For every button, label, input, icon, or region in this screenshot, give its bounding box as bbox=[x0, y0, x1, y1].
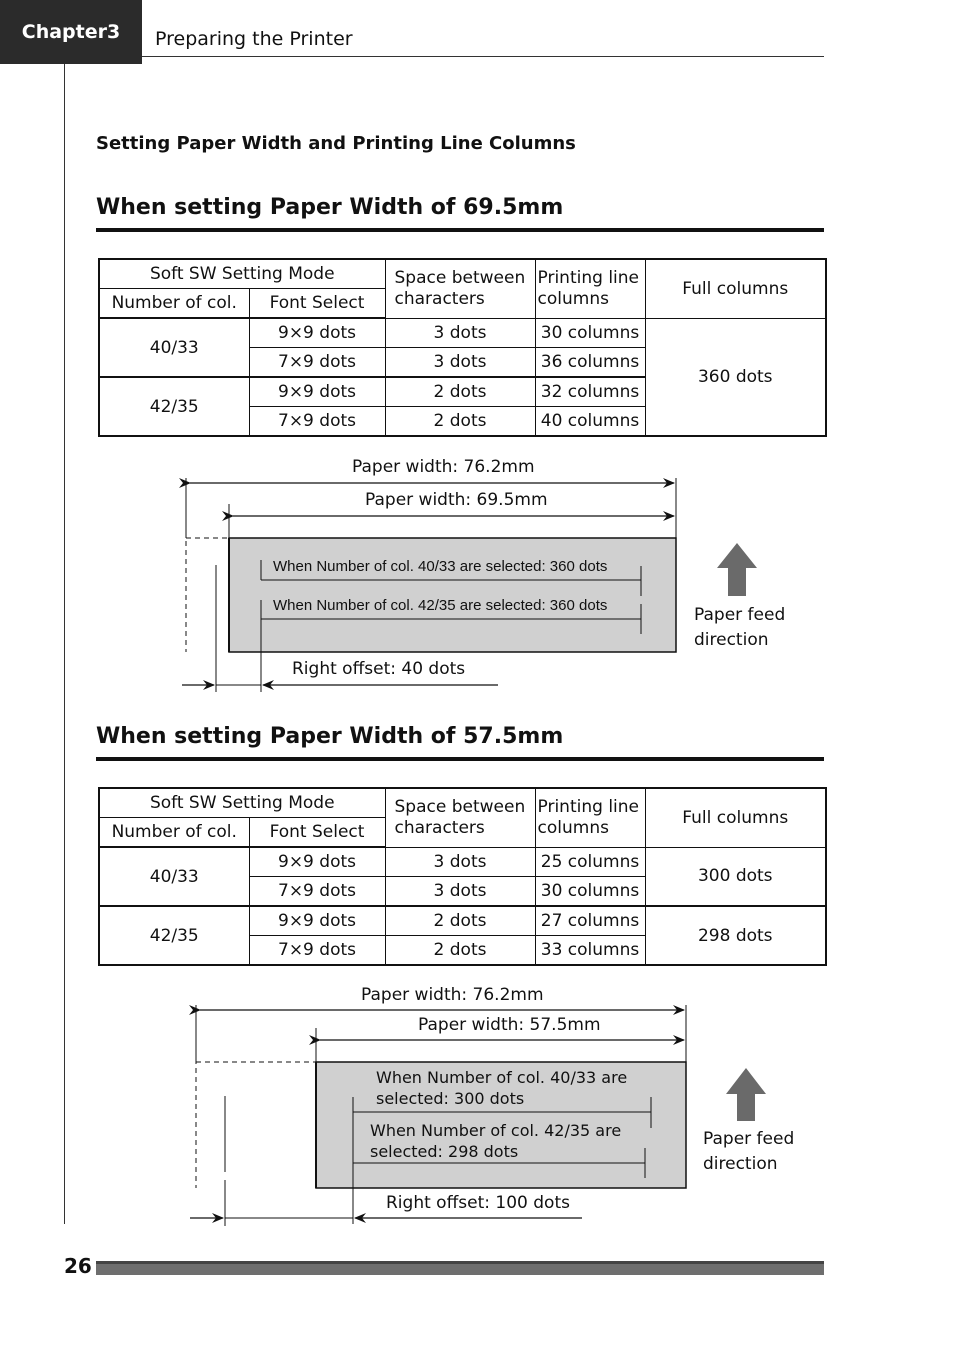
footer-bar bbox=[96, 1261, 824, 1275]
table-cell-number: 42/35 bbox=[99, 377, 249, 436]
table-header-printing: Printing line columns bbox=[535, 788, 645, 847]
paper-feed-arrow-icon bbox=[726, 1068, 766, 1121]
table-cell-full: 360 dots bbox=[645, 318, 826, 436]
table-cell-number: 40/33 bbox=[99, 847, 249, 906]
table-cell-columns: 30 columns bbox=[535, 877, 645, 907]
table-cell-font: 7×9 dots bbox=[249, 936, 385, 966]
note-col-40-33: When Number of col. 40/33 are selected: 300 dots bbox=[376, 1068, 628, 1108]
table-cell-columns: 30 columns bbox=[535, 318, 645, 348]
table-cell-font: 9×9 dots bbox=[249, 906, 385, 936]
table-header-full: Full columns bbox=[645, 259, 826, 318]
table-cell-number: 42/35 bbox=[99, 906, 249, 965]
table-cell-columns: 27 columns bbox=[535, 906, 645, 936]
table-cell-columns: 36 columns bbox=[535, 348, 645, 378]
table-cell-space: 3 dots bbox=[385, 318, 535, 348]
section-heading-69-5: When setting Paper Width of 69.5mm bbox=[96, 195, 564, 220]
sub-heading: Setting Paper Width and Printing Line Columns bbox=[96, 133, 576, 154]
table-cell-font: 9×9 dots bbox=[249, 847, 385, 877]
table-header-printing: Printing line columns bbox=[535, 259, 645, 318]
note-col-42-35: When Number of col. 42/35 are selected: 360 dots bbox=[273, 597, 608, 614]
label-paper-feed: Paper feed direction bbox=[694, 605, 786, 650]
note-col-42-35: When Number of col. 42/35 are selected: 298 dots bbox=[370, 1121, 622, 1161]
table-cell-number: 40/33 bbox=[99, 318, 249, 377]
table-cell-full: 298 dots bbox=[645, 906, 826, 965]
label-right-offset: Right offset: 100 dots bbox=[386, 1193, 570, 1213]
label-paper-outer: Paper width: 76.2mm bbox=[352, 457, 535, 477]
table-cell-space: 3 dots bbox=[385, 847, 535, 877]
section-heading-57-5: When setting Paper Width of 57.5mm bbox=[96, 724, 564, 749]
table-cell-columns: 32 columns bbox=[535, 377, 645, 407]
table-cell-columns: 25 columns bbox=[535, 847, 645, 877]
table-header-number: Number of col. bbox=[99, 289, 249, 319]
table-cell-space: 2 dots bbox=[385, 906, 535, 936]
table-header-full: Full columns bbox=[645, 788, 826, 847]
table-header-space: Space between characters bbox=[385, 259, 535, 318]
label-paper-inner: Paper width: 57.5mm bbox=[418, 1015, 601, 1035]
table-header-number: Number of col. bbox=[99, 818, 249, 848]
label-right-offset: Right offset: 40 dots bbox=[292, 659, 466, 679]
table-cell-space: 3 dots bbox=[385, 877, 535, 907]
table-cell-columns: 33 columns bbox=[535, 936, 645, 966]
table-cell-space: 2 dots bbox=[385, 377, 535, 407]
label-paper-feed: Paper feed direction bbox=[703, 1129, 795, 1174]
table-header-space: Space between characters bbox=[385, 788, 535, 847]
table-header-soft-sw: Soft SW Setting Mode bbox=[99, 259, 385, 289]
table-cell-columns: 40 columns bbox=[535, 407, 645, 437]
table-header-font: Font Select bbox=[249, 289, 385, 319]
label-paper-outer: Paper width: 76.2mm bbox=[361, 985, 544, 1005]
table-cell-font: 9×9 dots bbox=[249, 377, 385, 407]
running-header-title: Preparing the Printer bbox=[155, 28, 353, 50]
table-cell-space: 2 dots bbox=[385, 936, 535, 966]
table-cell-space: 2 dots bbox=[385, 407, 535, 437]
page-number: 26 bbox=[64, 1254, 92, 1278]
table-cell-font: 7×9 dots bbox=[249, 407, 385, 437]
table-cell-font: 7×9 dots bbox=[249, 348, 385, 378]
note-col-40-33: When Number of col. 40/33 are selected: 360 dots bbox=[273, 558, 608, 575]
table-header-font: Font Select bbox=[249, 818, 385, 848]
table-cell-font: 7×9 dots bbox=[249, 877, 385, 907]
table-cell-full: 300 dots bbox=[645, 847, 826, 906]
table-header-soft-sw: Soft SW Setting Mode bbox=[99, 788, 385, 818]
table-cell-space: 3 dots bbox=[385, 348, 535, 378]
chapter-tab: Chapter3 bbox=[0, 0, 142, 64]
label-paper-inner: Paper width: 69.5mm bbox=[365, 490, 548, 510]
table-cell-font: 9×9 dots bbox=[249, 318, 385, 348]
